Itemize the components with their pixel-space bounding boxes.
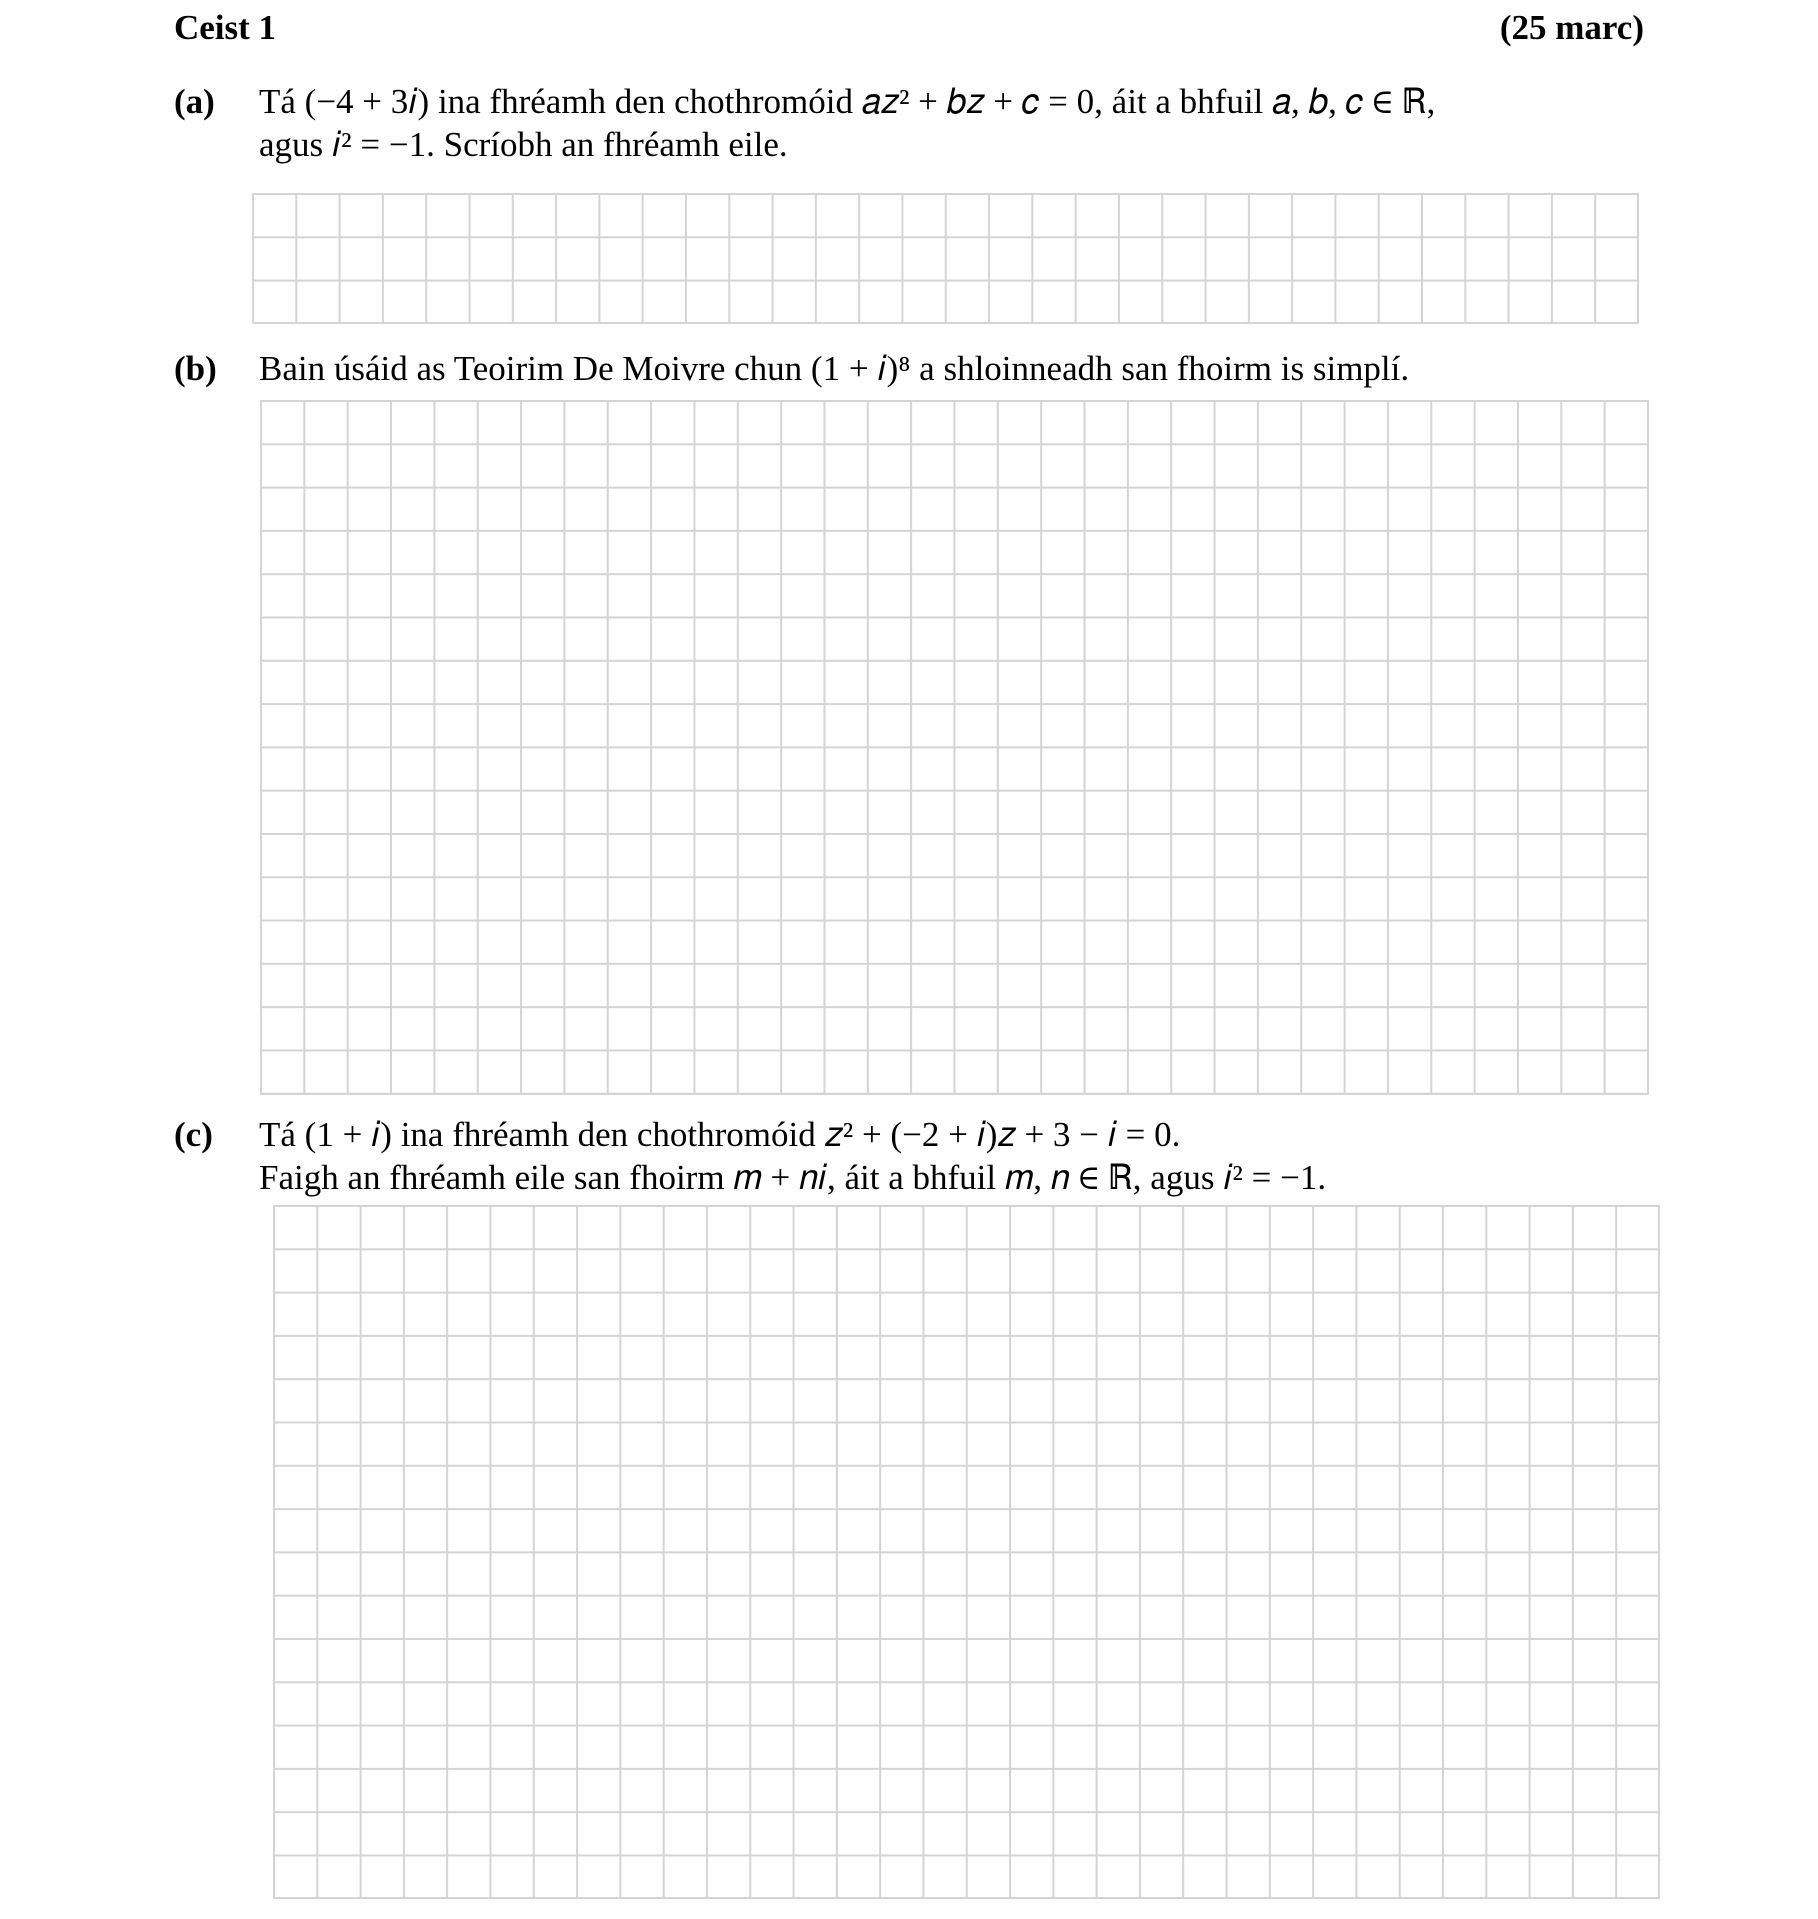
part-c-question-line-2: Faigh an fhréamh eile san fhoirm 𝑚 + 𝑛𝑖, áit a bhfuil 𝑚, 𝑛 ∈ ℝ, agus 𝑖² = −1.: [259, 1158, 1327, 1197]
question-title: Ceist 1: [174, 8, 277, 47]
part-a-question-line-2: agus 𝑖² = −1. Scríobh an fhréamh eile.: [259, 125, 788, 164]
part-a-answer-grid[interactable]: [252, 193, 1639, 324]
part-a-label: (a): [174, 82, 215, 121]
part-b-answer-grid[interactable]: [260, 400, 1649, 1095]
part-b-label: (b): [174, 349, 217, 388]
part-a-question-line-1: Tá (−4 + 3𝑖) ina fhréamh den chothromóid 𝑎𝑧² + 𝑏𝑧 + 𝑐 = 0, áit a bhfuil 𝑎, 𝑏, 𝑐 ∈ ℝ,: [259, 82, 1436, 121]
part-c-answer-grid[interactable]: [273, 1205, 1660, 1899]
marks-label: (25 marc): [1499, 8, 1644, 47]
part-b-question-line-1: Bain úsáid as Teoirim De Moivre chun (1 + 𝑖)⁸ a shloinneadh san fhoirm is simplí.: [259, 349, 1410, 388]
part-c-label: (c): [174, 1115, 213, 1154]
part-c-question-line-1: Tá (1 + 𝑖) ina fhréamh den chothromóid 𝑧² + (−2 + 𝑖)𝑧 + 3 − 𝑖 = 0.: [259, 1115, 1181, 1154]
